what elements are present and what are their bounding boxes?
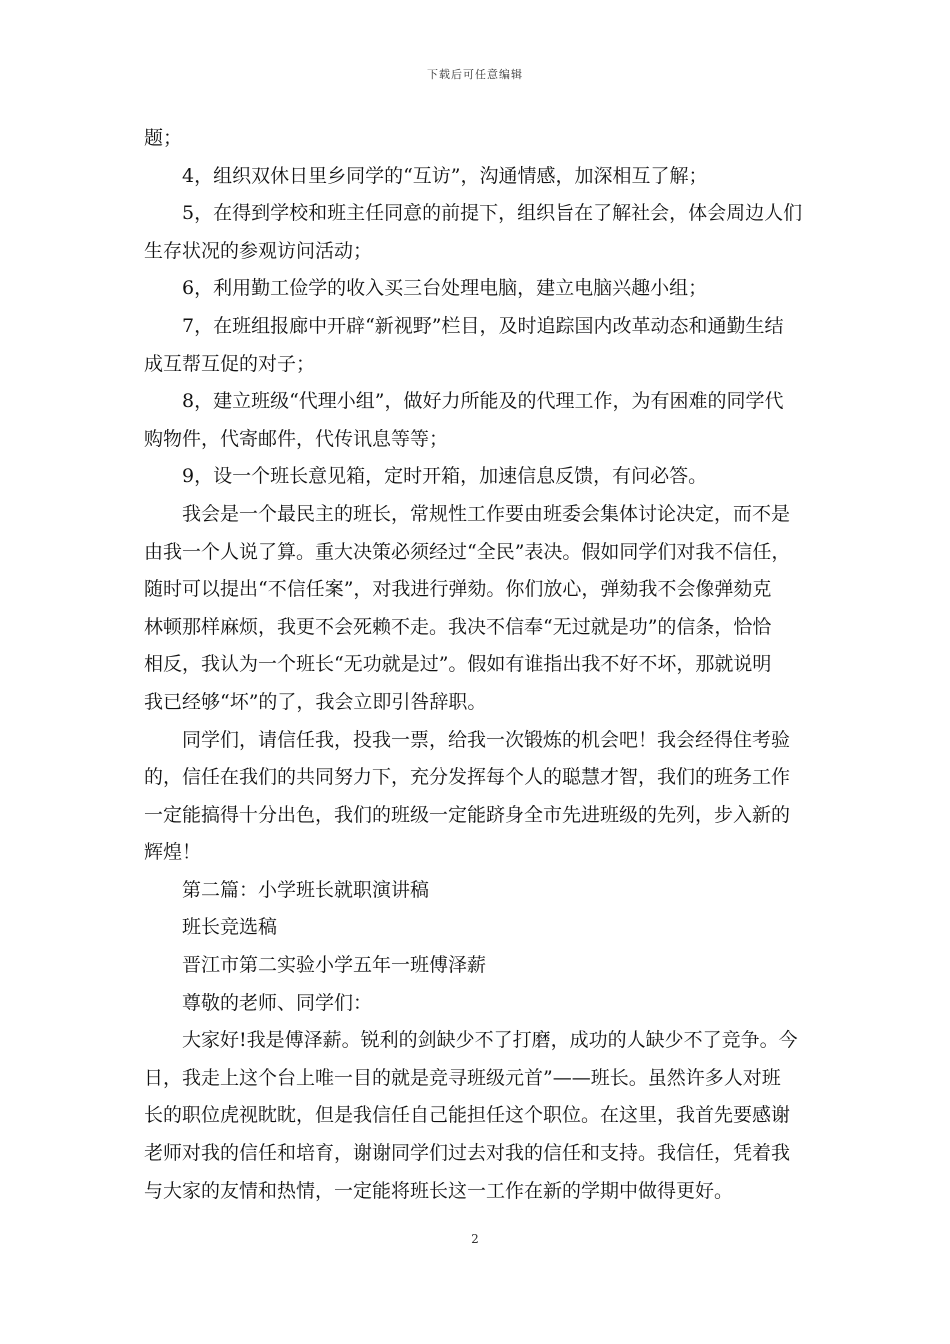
text-line: 6，利用勤工俭学的收入买三台处理电脑，建立电脑兴趣小组； [182, 277, 708, 300]
text-line: 随时可以提出“不信任案”，对我进行弹劾。你们放心，弹劾我不会像弹劾克 [144, 578, 772, 601]
speech-title: 班长竞选稿 [182, 916, 278, 939]
text-line: 5，在得到学校和班主任同意的前提下，组织旨在了解社会，体会周边人们 [182, 202, 803, 225]
text-line: 我会是一个最民主的班长，常规性工作要由班委会集体讨论决定，而不是 [182, 502, 791, 525]
text-line: 老师对我的信任和培育，谢谢同学们过去对我的信任和支持。我信任，凭着我 [144, 1142, 791, 1165]
text-line: 同学们，请信任我，投我一票，给我一次锻炼的机会吧！我会经得住考验 [182, 728, 791, 751]
speech-salutation: 尊敬的老师、同学们： [182, 991, 373, 1014]
text-line: 相反，我认为一个班长“无功就是过”。假如有谁指出我不好不坏，那就说明 [144, 653, 772, 676]
document-body [144, 120, 808, 1210]
text-line: 题； [144, 127, 183, 149]
text-line: 7，在班组报廊中开辟“新视野”栏目，及时追踪国内改革动态和通勤生结 [182, 314, 784, 337]
text-line: 我已经够“坏”的了，我会立即引咎辞职。 [144, 690, 487, 713]
text-line: 的，信任在我们的共同努力下，充分发挥每个人的聪慧才智，我们的班务工作 [144, 766, 791, 789]
text-line: 成互帮互促的对子； [144, 352, 316, 375]
text-line: 由我一个人说了算。重大决策必须经过“全民”表决。假如同学们对我不信任， [144, 540, 791, 563]
text-line: 林顿那样麻烦，我更不会死赖不走。我决不信奉“无过就是功”的信条，恰恰 [144, 615, 772, 638]
text-line: 与大家的友情和热情，一定能将班长这一工作在新的学期中做得更好。 [144, 1179, 734, 1202]
page-number: 2 [471, 1232, 479, 1246]
text-line: 生存状况的参观访问活动； [144, 239, 373, 262]
text-line: 大家好!我是傅泽薪。锐利的剑缺少不了打磨，成功的人缺少不了竞争。今 [182, 1029, 798, 1052]
section-heading: 第二篇：小学班长就职演讲稿 [182, 878, 430, 901]
text-line: 一定能搞得十分出色，我们的班级一定能跻身全市先进班级的先列，步入新的 [144, 803, 791, 826]
text-line: 9，设一个班长意见箱，定时开箱，加速信息反馈，有问必答。 [182, 465, 708, 488]
text-line: 4，组织双休日里乡同学的“互访”，沟通情感，加深相互了解； [182, 164, 708, 187]
page-header: 下载后可任意编辑 [427, 68, 523, 81]
text-line: 购物件，代寄邮件，代传讯息等等； [144, 427, 449, 450]
text-line: 辉煌！ [144, 841, 202, 864]
text-line: 长的职位虎视眈眈，但是我信任自己能担任这个职位。在这里，我首先要感谢 [144, 1104, 791, 1127]
speech-author: 晋江市第二实验小学五年一班傅泽薪 [182, 954, 487, 977]
text-line: 日，我走上这个台上唯一目的就是竞寻班级元首”——班长。虽然许多人对班 [144, 1066, 781, 1089]
text-line: 8，建立班级“代理小组”，做好力所能及的代理工作，为有困难的同学代 [182, 390, 784, 413]
